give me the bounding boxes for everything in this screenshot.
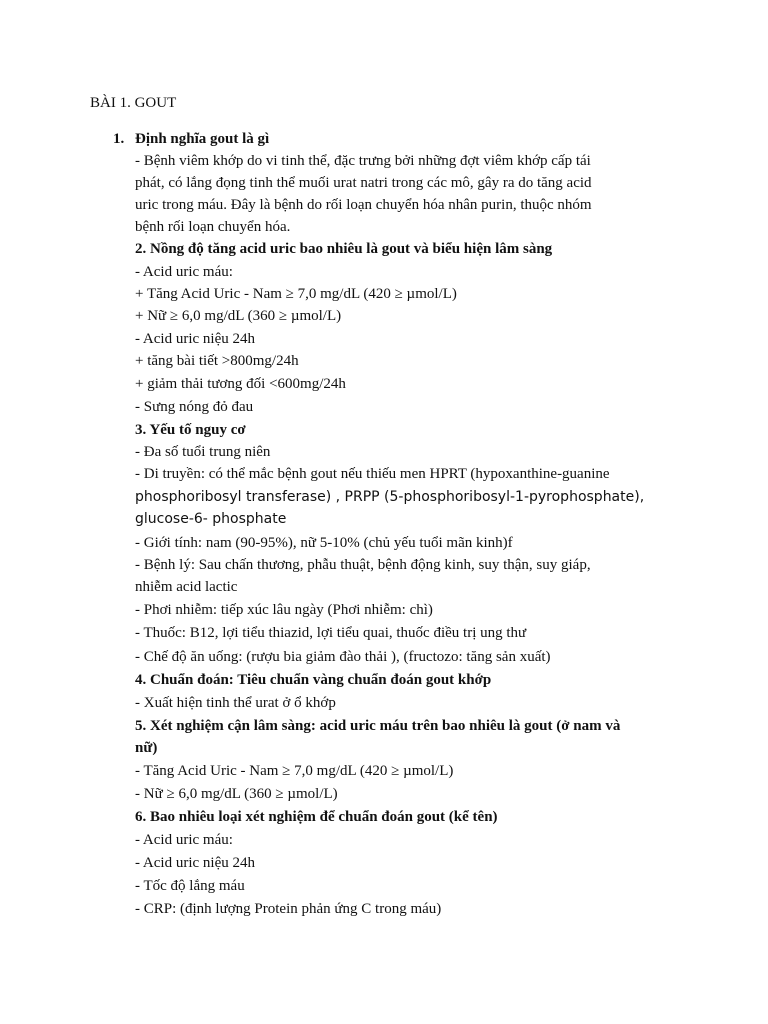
section-1-line: - Bệnh viêm khớp do vi tinh thể, đặc trưng bởi những đợt viêm khớp cấp tái: [135, 153, 591, 169]
section-5-line: - Tăng Acid Uric - Nam ≥ 7,0 mg/dL (420 ≥ µmol/L): [135, 763, 454, 779]
section-5-line: - Nữ ≥ 6,0 mg/dL (360 ≥ µmol/L): [135, 786, 338, 802]
section-6-line: - Acid uric máu:: [135, 832, 233, 848]
section-4-heading: 4. Chuẩn đoán: Tiêu chuẩn vàng chuẩn đoán gout khớp: [135, 672, 492, 688]
section-1-line: uric trong máu. Đây là bệnh do rối loạn chuyển hóa nhân purin, thuộc nhóm: [135, 197, 592, 213]
section-2-line: - Acid uric máu:: [135, 264, 233, 280]
section-2-line: + Nữ ≥ 6,0 mg/dL (360 ≥ µmol/L): [135, 308, 342, 324]
section-1-line: bệnh rối loạn chuyển hóa.: [135, 219, 291, 235]
section-1-heading: Định nghĩa gout là gì: [135, 131, 270, 147]
section-1-number: 1.: [113, 131, 125, 147]
section-6-line: - Tốc độ lắng máu: [135, 878, 245, 894]
section-3-line: phosphoribosyl transferase) , PRPP (5-phosphoribosyl-1-pyrophosphate),: [135, 489, 645, 505]
section-3-line: - Thuốc: B12, lợi tiểu thiazid, lợi tiểu quai, thuốc điều trị ung thư: [135, 625, 527, 641]
section-6-line: - CRP: (định lượng Protein phản ứng C trong máu): [135, 901, 442, 917]
section-2-line: + Tăng Acid Uric - Nam ≥ 7,0 mg/dL (420 ≥ µmol/L): [135, 286, 457, 302]
section-2-line: - Sưng nóng đỏ đau: [135, 399, 254, 415]
section-3-line: - Đa số tuổi trung niên: [135, 444, 271, 460]
section-3-line: glucose-6- phosphate: [135, 511, 287, 527]
section-2-line: + tăng bài tiết >800mg/24h: [135, 353, 299, 369]
section-5-heading: 5. Xét nghiệm cận lâm sàng: acid uric máu trên bao nhiêu là gout (ở nam và: [135, 718, 621, 734]
section-6-line: - Acid uric niệu 24h: [135, 855, 255, 871]
section-2-line: + giảm thải tương đối <600mg/24h: [135, 376, 346, 392]
section-3-heading: 3. Yếu tố nguy cơ: [135, 422, 246, 438]
section-3-line: - Chế độ ăn uống: (rượu bia giảm đào thải ), (fructozo: tăng sản xuất): [135, 649, 551, 665]
section-3-line: - Di truyền: có thể mắc bệnh gout nếu thiếu men HPRT (hypoxanthine-guanine: [135, 466, 610, 482]
section-5-heading-cont: nữ): [135, 740, 158, 756]
section-3-line: - Giới tính: nam (90-95%), nữ 5-10% (chủ yếu tuổi mãn kinh)f: [135, 535, 513, 551]
section-2-heading: 2. Nồng độ tăng acid uric bao nhiêu là gout và biểu hiện lâm sàng: [135, 241, 553, 257]
section-2-line: - Acid uric niệu 24h: [135, 331, 255, 347]
section-3-line: - Phơi nhiễm: tiếp xúc lâu ngày (Phơi nhiễm: chì): [135, 602, 433, 618]
section-3-line: nhiễm acid lactic: [135, 579, 238, 595]
section-6-heading: 6. Bao nhiêu loại xét nghiệm để chuẩn đoán gout (kể tên): [135, 809, 498, 825]
section-4-line: - Xuất hiện tinh thể urat ở ổ khớp: [135, 695, 336, 711]
section-3-line: - Bệnh lý: Sau chấn thương, phẫu thuật, bệnh động kinh, suy thận, suy giáp,: [135, 557, 591, 573]
document-title: BÀI 1. GOUT: [90, 95, 177, 111]
section-1-line: phát, có lắng đọng tinh thể muối urat natri trong các mô, gây ra do tăng acid: [135, 175, 592, 191]
